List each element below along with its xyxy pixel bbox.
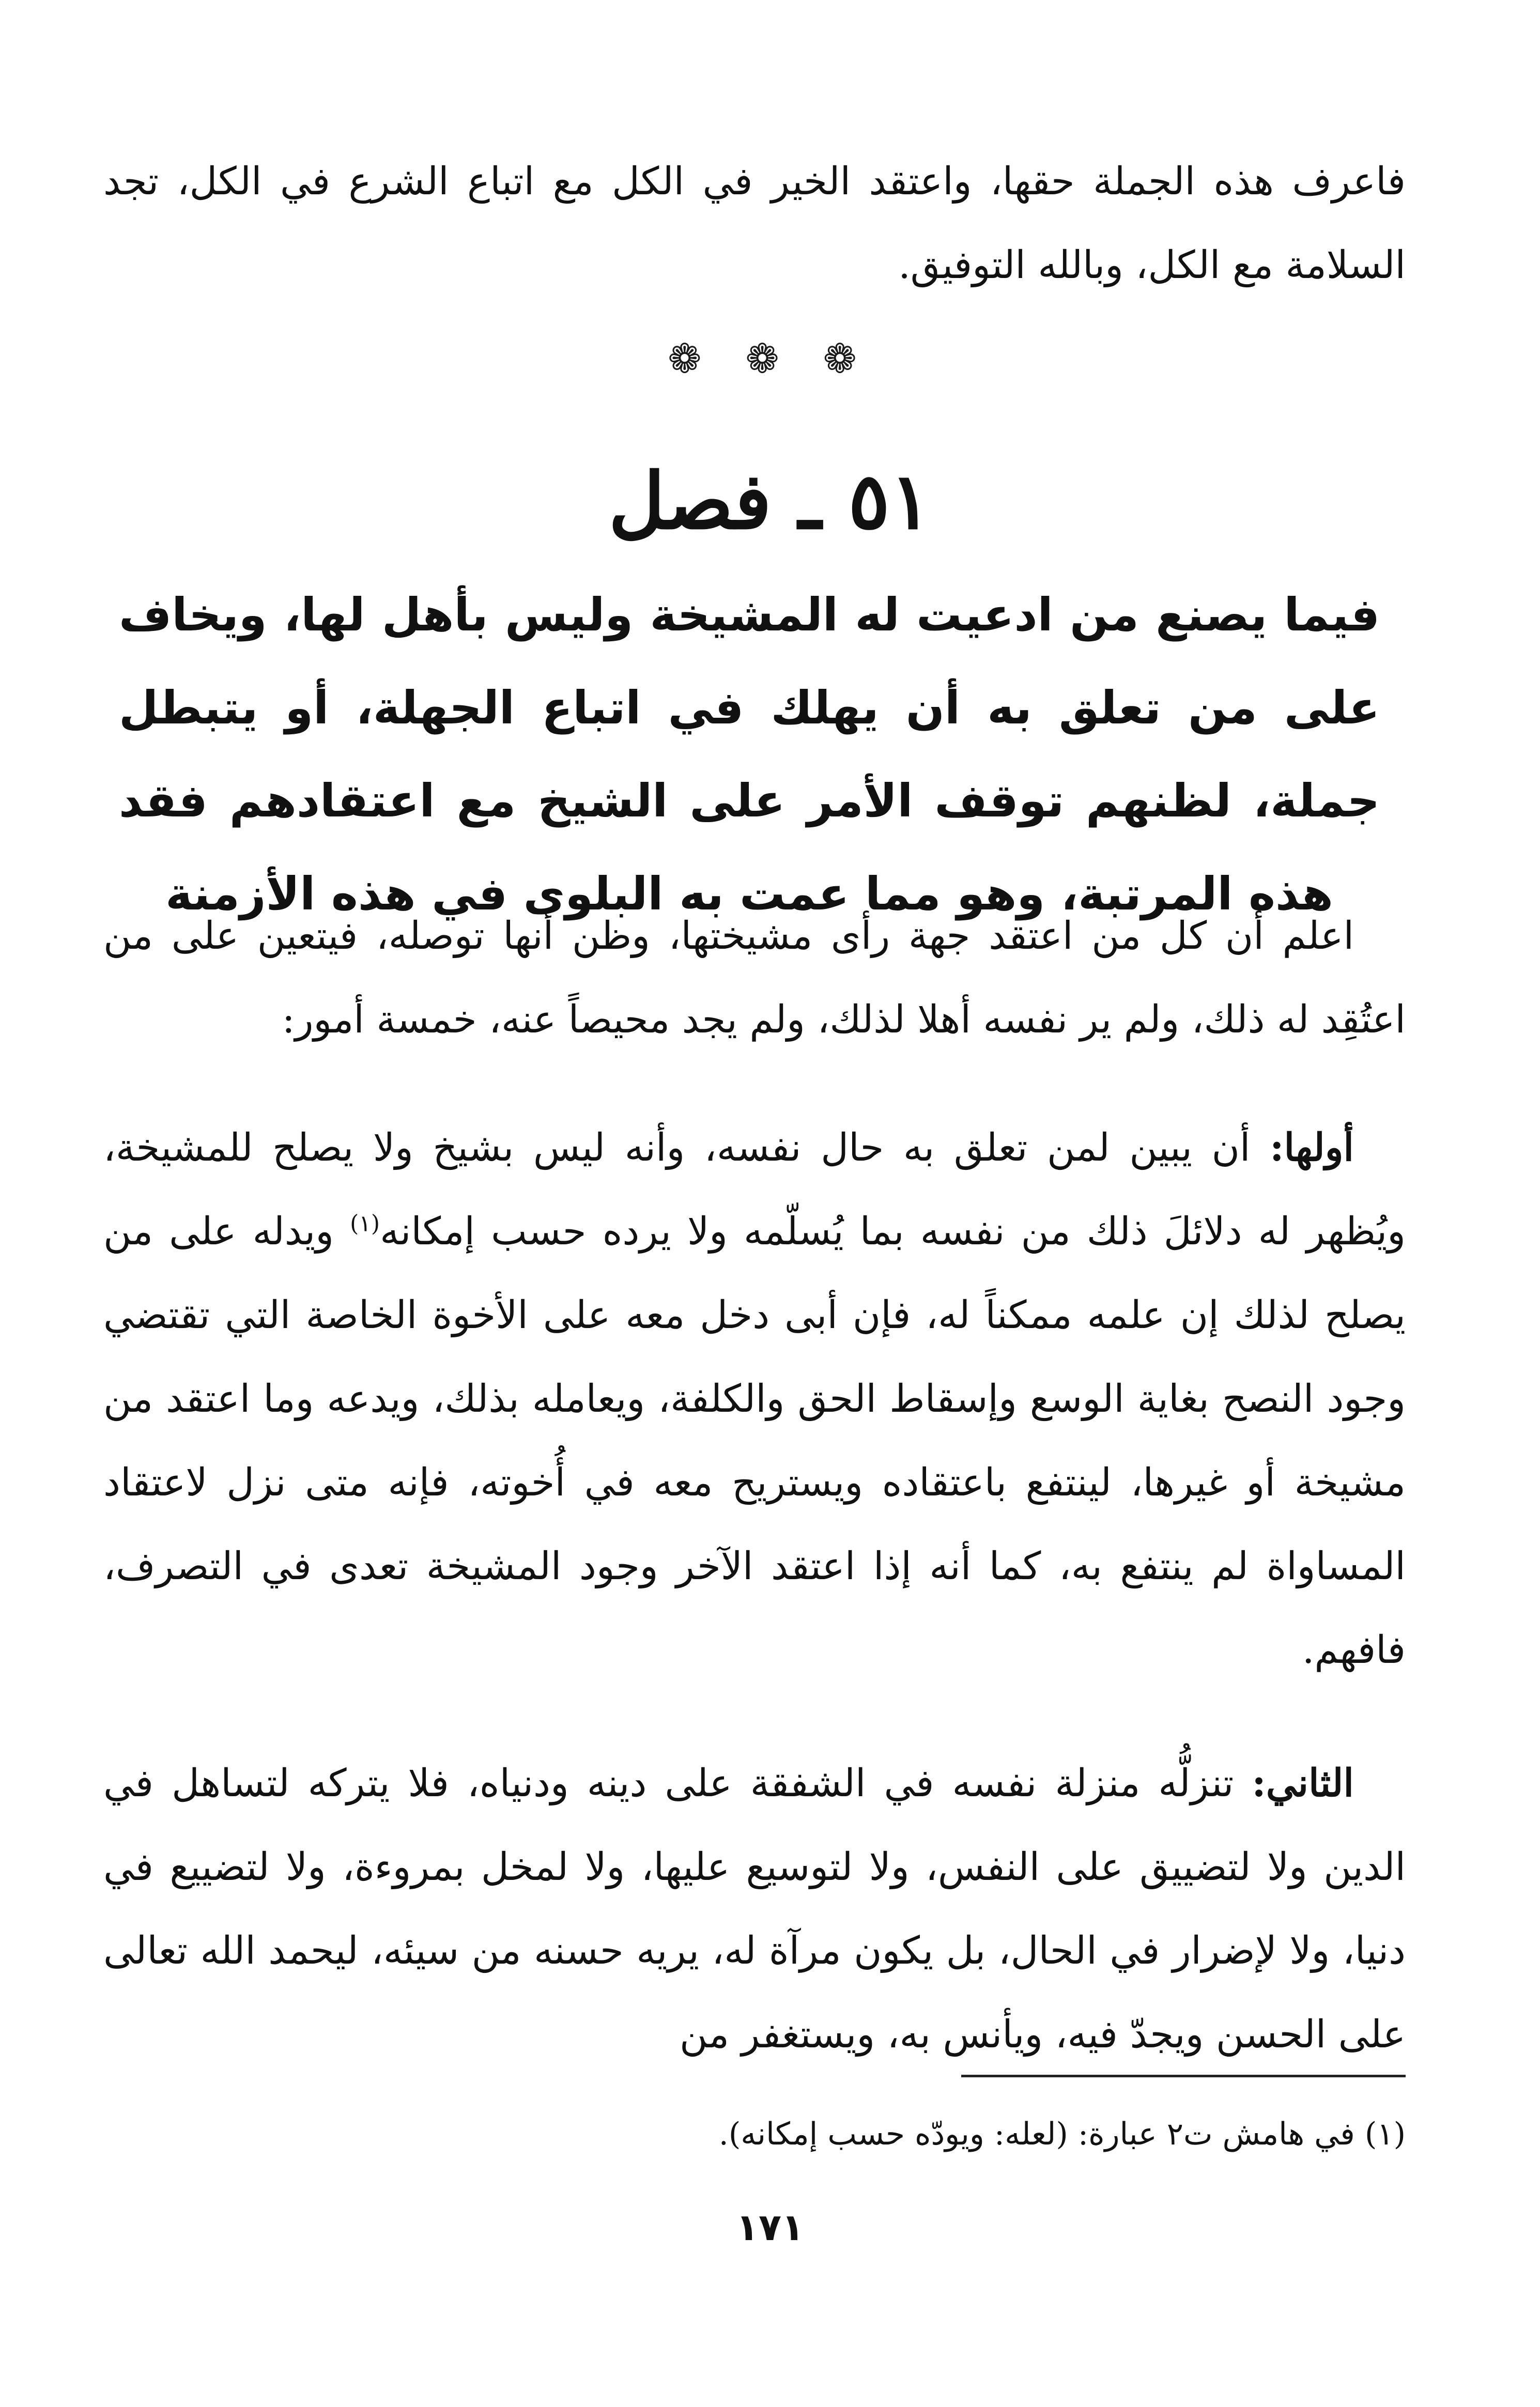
- footnote: (١) في هامش ت٢ عبارة: (لعله: ويودّه حسب إمكانه).: [718, 2116, 1406, 2152]
- footnote-reference: (١): [350, 1210, 380, 1237]
- footnote-divider: [961, 2075, 1406, 2077]
- second-point-label: الثاني:: [1252, 1761, 1354, 1806]
- opening-paragraph: فاعرف هذه الجملة حقها، واعتقد الخير في الكل مع اتباع الشرع في الكل، تجد السلامة مع الكل، وبالله التوفيق.: [103, 159, 1406, 287]
- page-number: ١٧١: [736, 2205, 804, 2249]
- section-divider-ornament: ❁ ❁ ❁: [668, 336, 872, 382]
- second-point-text: تنزلُّه منزلة نفسه في الشفقة على دينه ودنياه، فلا يتركه لتساهل في الدين ولا لتضييق على النفس، ولا لتوسيع عليها، ولا لمخل بمروءة، ولا لتضييع في دنيا، ولا لإضرار في الحال، بل يكون مرآة له، يريه حسنه من سيئه، ليحمد الله تعالى على الحسن ويجدّ فيه، ويأنس به، ويستغفر من: [103, 1761, 1406, 2057]
- first-point-text-continued: ويدله على من يصلح لذلك إن علمه ممكناً له، فإن أبى دخل معه على الأخوة الخاصة التي تقتضي وجود النصح بغاية الوسع وإسقاط الحق والكلفة، ويعامله بذلك، ويدعه وما اعتقد من مشيخة أو غيرها، لينتفع باعتقاده ويستريح معه في أُخوته، فإنه متى نزل لاعتقاد المساواة لم ينتفع به، كما أنه إذا اعتقد الآخر وجود المشيخة تعدى في التصرف، فافهم.: [103, 1209, 1406, 1672]
- chapter-heading: ٥١ ـ فصل: [608, 456, 932, 547]
- first-point-text: أن يبين لمن تعلق به حال نفسه، وأنه ليس بشيخ ولا يصلح للمشيخة، ويُظهر له دلائلَ ذلك من نفسه بما يُسلّمه ولا يرده حسب إمكانه: [103, 1125, 1406, 1254]
- chapter-title: فيما يصنع من ادعيت له المشيخة وليس بأهل لها، ويخاف على من تعلق به أن يهلك في اتباع الجهلة، أو يتبطل جملة، لظنهم توقف الأمر على الشيخ مع اعتقادهم فقد هذه المرتبة، وهو مما عمت به البلوى في هذه الأزمنة: [119, 588, 1380, 920]
- second-point-paragraph: [103, 1741, 1406, 2076]
- first-point-label: أولها:: [1270, 1125, 1354, 1170]
- first-point-paragraph: [103, 1106, 1406, 1692]
- intro-paragraph: اعلم أن كل من اعتقد جهة رأى مشيختها، وظن أنها توصله، فيتعين على من اعتُقِد له ذلك، ولم ير نفسه أهلا لذلك، ولم يجد محيصاً عنه، خمسة أمور:: [103, 914, 1406, 1042]
